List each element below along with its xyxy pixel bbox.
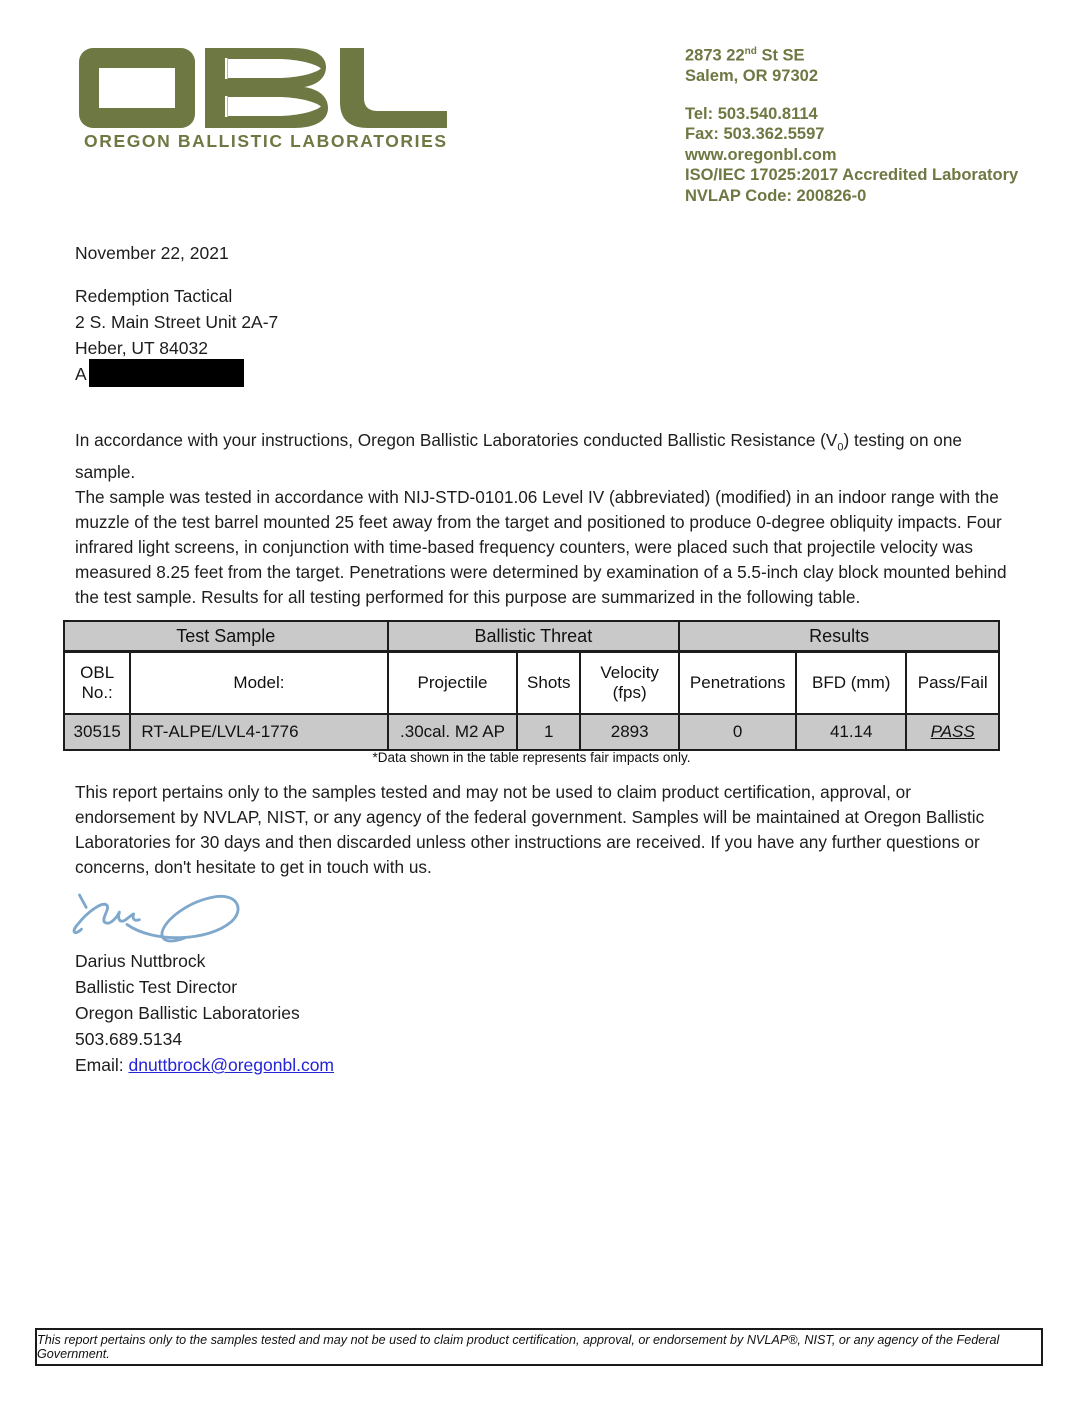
signer-phone: 503.689.5134 bbox=[75, 1029, 183, 1049]
recipient-address2: Heber, UT 84032 bbox=[75, 338, 208, 358]
col-header-model: Model: bbox=[130, 652, 387, 715]
col-header-penetrations: Penetrations bbox=[679, 652, 796, 715]
recipient-address1: 2 S. Main Street Unit 2A-7 bbox=[75, 312, 279, 332]
letterhead-nvlap-code: NVLAP Code: 200826-0 bbox=[685, 186, 867, 205]
results-table bbox=[63, 620, 1000, 751]
col-header-obl-no: OBL No.: bbox=[64, 652, 130, 715]
cell-velocity: 2893 bbox=[580, 714, 679, 750]
obl-logo-icon bbox=[78, 46, 448, 130]
letterhead-contact-block bbox=[685, 42, 1018, 206]
col-header-pass-fail: Pass/Fail bbox=[906, 652, 999, 715]
cell-bfd: 41.14 bbox=[796, 714, 906, 750]
cell-pass-fail: PASS bbox=[906, 714, 999, 750]
cell-obl-no: 30515 bbox=[64, 714, 130, 750]
email-link[interactable]: dnuttbrock@oregonbl.com bbox=[128, 1055, 334, 1075]
table-footnote: *Data shown in the table represents fair impacts only. bbox=[372, 750, 691, 765]
letterhead-accreditation: ISO/IEC 17025:2017 Accredited Laboratory bbox=[685, 166, 1019, 184]
letterhead-address-line1: 2873 22nd St SE bbox=[685, 46, 805, 65]
recipient-redacted-line: A bbox=[75, 361, 278, 387]
closing-paragraph: This report pertains only to the samples tested and may not be used to claim product certification, approval, or endorsement by NVLAP, NIST, or any agency of the federal government. Samples will be maintained at Oregon Ballistic Laboratories for 30 days and then discarded unless other instructions are received. If you have any further questions or concerns, don't hesitate to get in touch with us. bbox=[75, 782, 985, 877]
letterhead-website: www.oregonbl.com bbox=[685, 145, 837, 164]
group-header-results: Results bbox=[679, 621, 999, 652]
footer-disclaimer-box bbox=[35, 1328, 1043, 1366]
group-header-ballistic-threat: Ballistic Threat bbox=[388, 621, 680, 652]
table-column-header-row bbox=[64, 652, 999, 715]
intro-paragraph: In accordance with your instructions, Oregon Ballistic Laboratories conducted Ballistic Resistance $(V_0)$ testing on one sample. bbox=[75, 430, 962, 483]
signer-email-line: Email: dnuttbrock@oregonbl.com bbox=[75, 1055, 334, 1075]
col-header-shots: Shots bbox=[517, 652, 580, 715]
method-paragraph: The sample was tested in accordance with NIJ-STD-0101.06 Level IV (abbreviated) (modified) in an indoor range with the muzzle of the test barrel mounted 25 feet away from the target and positioned to produce 0-degree obliquity impacts. Four infrared light screens, in conjunction with time-based frequency counters, were placed such that projectile velocity was measured 8.25 feet from the target. Penetrations were determined by examination of a 5.5-inch clay block mounted behind the test sample. Results for all testing performed for this purpose are summarized in the following table. bbox=[75, 487, 1007, 608]
letterhead-address-line2: Salem, OR 97302 bbox=[685, 67, 818, 85]
table-group-header-row bbox=[64, 621, 999, 652]
logo-tagline: OREGON BALLISTIC LABORATORIES bbox=[84, 131, 448, 151]
cell-model: RT-ALPE/LVL4-1776 bbox=[130, 714, 387, 750]
signer-name: Darius Nuttbrock bbox=[75, 951, 206, 971]
signature-block bbox=[75, 948, 334, 1078]
letter-date: November 22, 2021 bbox=[75, 243, 229, 263]
recipient-address-block bbox=[75, 283, 278, 387]
redaction-bar bbox=[89, 359, 244, 387]
signer-company: Oregon Ballistic Laboratories bbox=[75, 1003, 300, 1023]
cell-penetrations: 0 bbox=[679, 714, 796, 750]
table-row bbox=[64, 714, 999, 750]
signer-title: Ballistic Test Director bbox=[75, 977, 238, 997]
letterhead-fax: Fax: 503.362.5597 bbox=[685, 125, 825, 143]
letterhead-tel: Tel: 503.540.8114 bbox=[685, 104, 818, 123]
footer-disclaimer-text: This report pertains only to the samples tested and may not be used to claim product certification, approval, or endorsement by NVLAP®, NIST, or any agency of the Federal Government. bbox=[37, 1333, 1000, 1361]
col-header-projectile: Projectile bbox=[388, 652, 518, 715]
letter-body bbox=[75, 428, 1007, 610]
col-header-velocity: Velocity (fps) bbox=[580, 652, 679, 715]
cell-shots: 1 bbox=[517, 714, 580, 750]
col-header-bfd: BFD (mm) bbox=[796, 652, 906, 715]
handwritten-signature bbox=[70, 878, 260, 950]
recipient-name: Redemption Tactical bbox=[75, 286, 233, 306]
group-header-test-sample: Test Sample bbox=[64, 621, 388, 652]
cell-projectile: .30cal. M2 AP bbox=[388, 714, 518, 750]
